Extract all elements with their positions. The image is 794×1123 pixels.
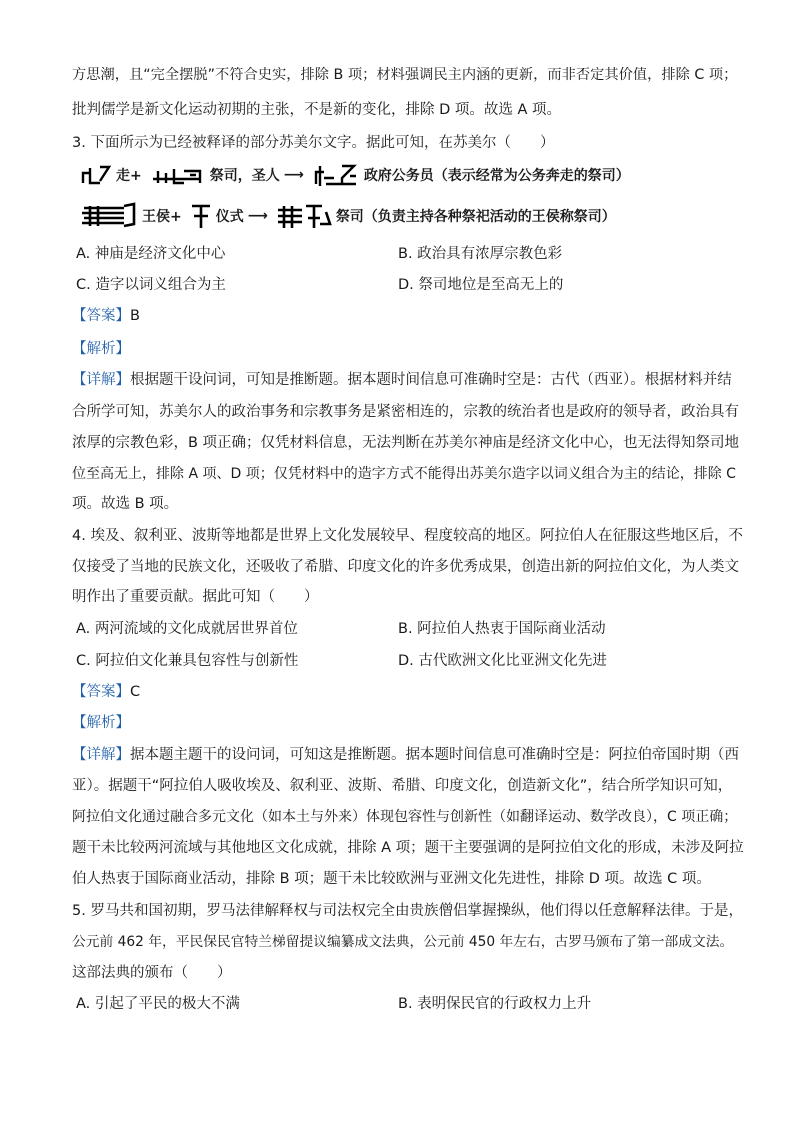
detail-line: 位至高无上，排除 A 项、D 项；仅凭材料中的造字方式不能得出苏美尔造字以词义组合为主的结论，排除 C bbox=[72, 466, 736, 482]
detail-line: 项。故选 B 项。 bbox=[72, 496, 179, 512]
analysis-label: 【解析】 bbox=[72, 341, 130, 357]
answer-label: 【答案】 bbox=[72, 684, 130, 700]
cuneiform-glyph-priest bbox=[150, 163, 206, 187]
answer-q4 bbox=[72, 683, 140, 701]
option-q5-a: A. 引起了平民的极大不满 bbox=[76, 996, 240, 1012]
detail-line: 浓厚的宗教色彩，B 项正确；仅凭材料信息，无法判断在苏美尔神庙是经济文化中心，也无法得知祭司地 bbox=[72, 435, 740, 451]
detail-line: 伯人热衷于国际商业活动，排除 B 项；题干未比较欧洲与亚洲文化先进性，排除 D 项。故选 C 项。 bbox=[72, 871, 711, 887]
detail-line: 【详解】据本题主题干的设问词，可知这是推断题。据本题时间信息可准确时空是：阿拉伯帝国时期（西 bbox=[72, 747, 739, 763]
cuneiform-label-rite: 仪式 bbox=[215, 209, 244, 225]
cuneiform-glyph-king bbox=[80, 202, 138, 230]
answer-value: B bbox=[130, 308, 140, 324]
option-q4-c: C. 阿拉伯文化兼具包容性与创新性 bbox=[76, 653, 299, 669]
detail-line: 阿拉伯文化通过融合多元文化（如本土与外来）体现包容性与创新性（如翻译运动、数学改良），C 项正确； bbox=[72, 809, 738, 825]
cuneiform-label-priest: 祭司，圣人 bbox=[209, 168, 280, 184]
cuneiform-label-walk: 走+ bbox=[116, 168, 142, 184]
question-4-stem: 4. 埃及、叙利亚、波斯等地都是世界上文化发展较早、程度较高的地区。阿拉伯人在征服这些地区后，不 bbox=[72, 528, 743, 544]
paragraph-line: 方思潮，且“完全摆脱”不符合史实，排除 B 项；材料强调民主内涵的更新，而非否定其价值，排除 C 项； bbox=[72, 67, 738, 83]
option-q4-a: A. 两河流域的文化成就居世界首位 bbox=[76, 621, 298, 637]
option-q3-c: C. 造字以词义组合为主 bbox=[76, 277, 226, 293]
cuneiform-label-king: 王侯+ bbox=[142, 209, 182, 225]
detail-line: 题干未比较两河流域与其他地区文化成就，排除 A 项；题干主要强调的是阿拉伯文化的形成，未涉及阿拉 bbox=[72, 840, 744, 856]
arrow-icon: ⟶ bbox=[283, 167, 304, 183]
question-5-stem: 5. 罗马共和国初期，罗马法律解释权与司法权完全由贵族僧侣掌握操纵，他们得以任意解释法律。于是， bbox=[72, 903, 743, 919]
option-q5-b: B. 表明保民官的行政权力上升 bbox=[398, 996, 592, 1012]
cuneiform-row-1 bbox=[76, 162, 634, 188]
cuneiform-glyph-official bbox=[312, 162, 360, 188]
question-5-stem: 公元前 462 年，平民保民官特兰梯留提议编纂成文法典，公元前 450 年左右，古罗马颁布了第一部成文法。 bbox=[72, 934, 734, 950]
option-q4-d: D. 古代欧洲文化比亚洲文化先进 bbox=[398, 653, 607, 669]
question-4-stem: 仅接受了当地的民族文化，还吸收了希腊、印度文化的许多优秀成果，创造出新的阿拉伯文化，为人类文 bbox=[72, 559, 739, 575]
option-q4-b: B. 阿拉伯人热衷于国际商业活动 bbox=[398, 621, 606, 637]
analysis-label: 【解析】 bbox=[72, 715, 130, 731]
answer-q3 bbox=[72, 307, 140, 325]
detail-line: 合所学可知，苏美尔人的政治事务和宗教事务是紧密相连的，宗教的统治者也是政府的领导者，政治具有 bbox=[72, 404, 739, 420]
option-q3-b: B. 政治具有浓厚宗教色彩 bbox=[398, 246, 563, 262]
detail-label: 【详解】 bbox=[72, 372, 130, 388]
cuneiform-glyph-walk bbox=[80, 163, 112, 187]
arrow-icon: ⟶ bbox=[247, 208, 268, 224]
cuneiform-glyph-priest-king bbox=[276, 202, 332, 230]
answer-label: 【答案】 bbox=[72, 308, 130, 324]
detail-label: 【详解】 bbox=[72, 747, 130, 763]
paragraph-line: 批判儒学是新文化运动初期的主张，不是新的变化，排除 D 项。故选 A 项。 bbox=[72, 102, 562, 118]
answer-value: C bbox=[130, 684, 141, 700]
detail-line: 【详解】根据题干设问词，可知是推断题。据本题时间信息可准确时空是：古代（西亚）。根据材料并结 bbox=[72, 372, 732, 388]
question-5-stem: 这部法典的颁布（ ） bbox=[72, 965, 232, 981]
question-3-stem: 3. 下面所示为已经被释译的部分苏美尔文字。据此可知，在苏美尔（ ） bbox=[72, 135, 555, 151]
cuneiform-label-priest-king: 祭司（负责主持各种祭祀活动的王侯称祭司） bbox=[335, 209, 616, 225]
cuneiform-row-2 bbox=[76, 203, 620, 229]
cuneiform-glyph-rite bbox=[190, 202, 212, 230]
cuneiform-label-official: 政府公务员（表示经常为公务奔走的祭司） bbox=[363, 168, 630, 184]
question-4-stem: 明作出了重要贡献。据此可知（ ） bbox=[72, 589, 319, 605]
option-q3-d: D. 祭司地位是至高无上的 bbox=[398, 277, 564, 293]
option-q3-a: A. 神庙是经济文化中心 bbox=[76, 246, 226, 262]
detail-line: 亚）。据题干“阿拉伯人吸收埃及、叙利亚、波斯、希腊、印度文化，创造新文化”，结合所学知识可知， bbox=[72, 778, 733, 794]
